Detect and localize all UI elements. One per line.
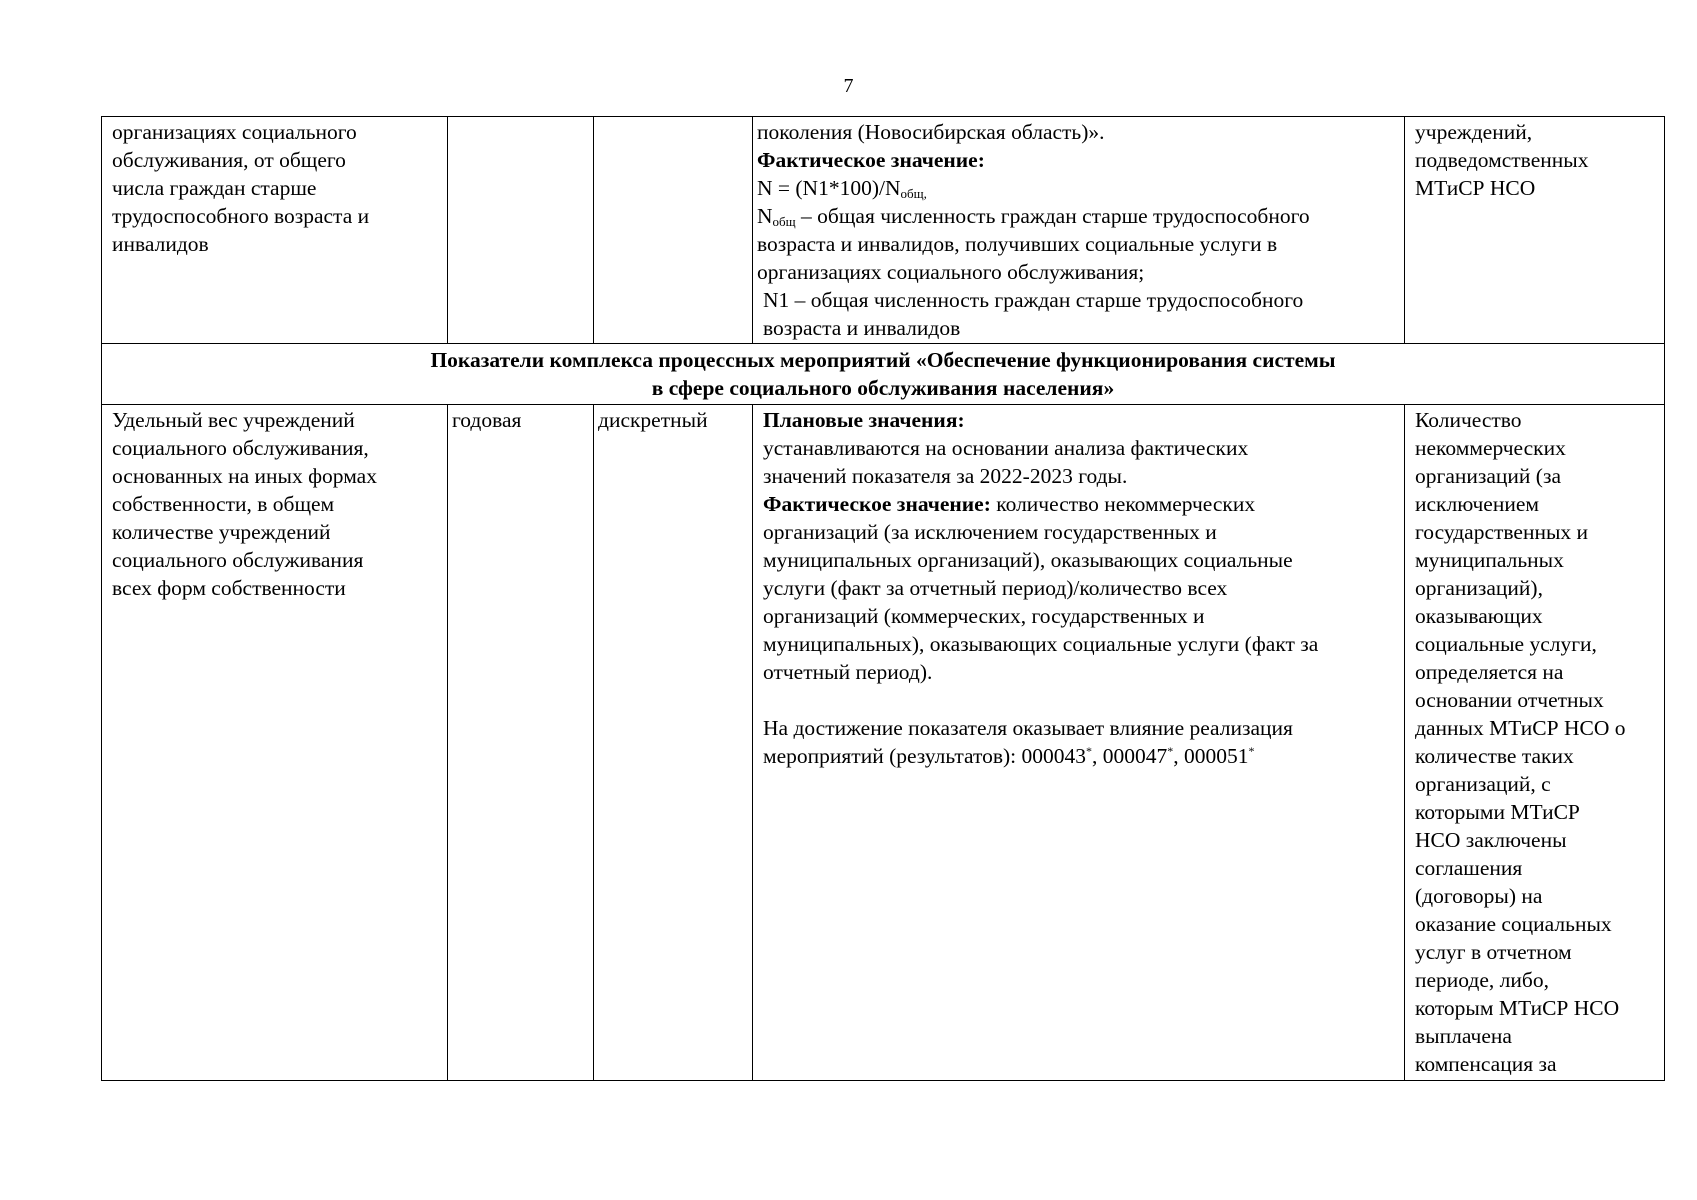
source-line: данных МТиСР НСО о bbox=[1415, 716, 1626, 740]
influence-line: На достижение показателя оказывает влияние реализация bbox=[763, 716, 1293, 740]
formula-main: N = (N1*100)/N bbox=[757, 176, 901, 200]
indicator-line: трудоспособного возраста и bbox=[112, 204, 370, 228]
periodicity-cell: годовая bbox=[448, 405, 594, 1081]
source-line: которыми МТиСР bbox=[1415, 800, 1580, 824]
definition-line: возраста и инвалидов, получивших социальные услуги в bbox=[757, 232, 1278, 256]
source-line: организаций), bbox=[1415, 576, 1543, 600]
source-line: (договоры) на bbox=[1415, 884, 1543, 908]
indicator-line: основанных на иных формах bbox=[112, 464, 377, 488]
definition-line: возраста и инвалидов bbox=[763, 316, 961, 340]
footnote-mark: * bbox=[1086, 744, 1093, 758]
source-line: НСО заключены bbox=[1415, 828, 1567, 852]
indicator-line: социального обслуживания bbox=[112, 548, 364, 572]
separator: , bbox=[1173, 744, 1185, 768]
type-cell: дискретный bbox=[594, 405, 753, 1081]
definition-symbol: N bbox=[757, 204, 773, 228]
method-line: поколения (Новосибирская область)». bbox=[757, 120, 1105, 144]
source-line: основании отчетных bbox=[1415, 688, 1604, 712]
table-row bbox=[102, 405, 1665, 1081]
formula bbox=[757, 174, 1396, 202]
section-title-line: Показатели комплекса процессных мероприятий «Обеспечение функционирования системы bbox=[430, 348, 1336, 372]
influence-prefix: мероприятий (результатов): bbox=[763, 744, 1022, 768]
table-row-continued bbox=[102, 117, 1665, 344]
source-line: организаций, с bbox=[1415, 772, 1551, 796]
source-line: которым МТиСР НСО bbox=[1415, 996, 1620, 1020]
indicator-line: количестве учреждений bbox=[112, 520, 331, 544]
indicator-line: социального обслуживания, bbox=[112, 436, 369, 460]
source-line: компенсация за bbox=[1415, 1052, 1557, 1076]
source-line: оказывающих bbox=[1415, 604, 1543, 628]
source-line: Количество bbox=[1415, 408, 1522, 432]
source-line: государственных и bbox=[1415, 520, 1589, 544]
source-line: периоде, либо, bbox=[1415, 968, 1549, 992]
indicator-line: инвалидов bbox=[112, 232, 209, 256]
page-number: 7 bbox=[843, 75, 854, 97]
source-line: услуг в отчетном bbox=[1415, 940, 1572, 964]
footnote-mark: * bbox=[1167, 744, 1174, 758]
method-cell bbox=[753, 117, 1405, 344]
indicator-line: числа граждан старше bbox=[112, 176, 317, 200]
fact-line: организаций (за исключением государственных и bbox=[763, 520, 1217, 544]
definition-subscript: общ bbox=[772, 214, 796, 229]
source-line: определяется на bbox=[1415, 660, 1564, 684]
plan-line: значений показателя за 2022-2023 годы. bbox=[763, 464, 1128, 488]
indicator-line: собственности, в общем bbox=[112, 492, 335, 516]
indicator-line: всех форм собственности bbox=[112, 576, 346, 600]
indicator-line: организациях социального bbox=[112, 120, 357, 144]
source-line: социальные услуги, bbox=[1415, 632, 1597, 656]
source-line: оказание социальных bbox=[1415, 912, 1612, 936]
fact-line: муниципальных), оказывающих социальные услуги (факт за bbox=[763, 632, 1319, 656]
result-code: 000051 bbox=[1184, 744, 1249, 768]
fact-line: муниципальных организаций), оказывающих социальные bbox=[763, 548, 1293, 572]
section-header bbox=[102, 344, 1665, 405]
indicator-name-cell bbox=[102, 405, 448, 1081]
result-code: 000047 bbox=[1102, 744, 1168, 768]
definition-text: – общая численность граждан старше трудоспособного bbox=[795, 204, 1310, 228]
section-title-line: в сфере социального обслуживания населения» bbox=[651, 376, 1115, 400]
footnote-mark: * bbox=[1248, 744, 1255, 758]
result-code: 000043 bbox=[1021, 744, 1087, 768]
method-cell bbox=[753, 405, 1405, 1081]
definition-n-total bbox=[757, 202, 1396, 230]
source-cell bbox=[1405, 117, 1665, 344]
fact-text: количество некоммерческих bbox=[990, 492, 1256, 516]
source-line: подведомственных bbox=[1415, 148, 1589, 172]
source-line: некоммерческих bbox=[1415, 436, 1566, 460]
source-line: учреждений, bbox=[1415, 120, 1533, 144]
influence-codes bbox=[763, 742, 1396, 770]
definition-line: организациях социального обслуживания; bbox=[757, 260, 1145, 284]
source-line: выплачена bbox=[1415, 1024, 1512, 1048]
fact-first-line bbox=[763, 490, 1396, 518]
type-cell bbox=[594, 117, 753, 344]
fact-line: отчетный период). bbox=[763, 660, 933, 684]
source-line: количестве таких bbox=[1415, 744, 1574, 768]
paragraph-gap bbox=[763, 686, 1396, 714]
indicator-line: обслуживания, от общего bbox=[112, 148, 346, 172]
source-line: организаций (за bbox=[1415, 464, 1561, 488]
indicator-line: Удельный вес учреждений bbox=[112, 408, 355, 432]
source-line: исключением bbox=[1415, 492, 1539, 516]
fact-heading: Фактическое значение: bbox=[757, 148, 985, 172]
section-header-row bbox=[102, 344, 1665, 405]
periodicity-cell bbox=[448, 117, 594, 344]
indicators-table bbox=[101, 116, 1665, 1081]
source-line: соглашения bbox=[1415, 856, 1523, 880]
definition-n1: N1 – общая численность граждан старше трудоспособного bbox=[763, 288, 1304, 312]
fact-heading: Фактическое значение: bbox=[763, 492, 991, 516]
indicator-name-cell bbox=[102, 117, 448, 344]
formula-subscript: общ, bbox=[900, 186, 927, 201]
source-cell bbox=[1405, 405, 1665, 1081]
plan-line: устанавливаются на основании анализа фактических bbox=[763, 436, 1249, 460]
plan-heading: Плановые значения: bbox=[763, 408, 965, 432]
fact-line: услуги (факт за отчетный период)/количество всех bbox=[763, 576, 1228, 600]
source-line: МТиСР НСО bbox=[1415, 176, 1536, 200]
separator: , bbox=[1092, 744, 1103, 768]
source-line: муниципальных bbox=[1415, 548, 1564, 572]
fact-line: организаций (коммерческих, государственных и bbox=[763, 604, 1205, 628]
